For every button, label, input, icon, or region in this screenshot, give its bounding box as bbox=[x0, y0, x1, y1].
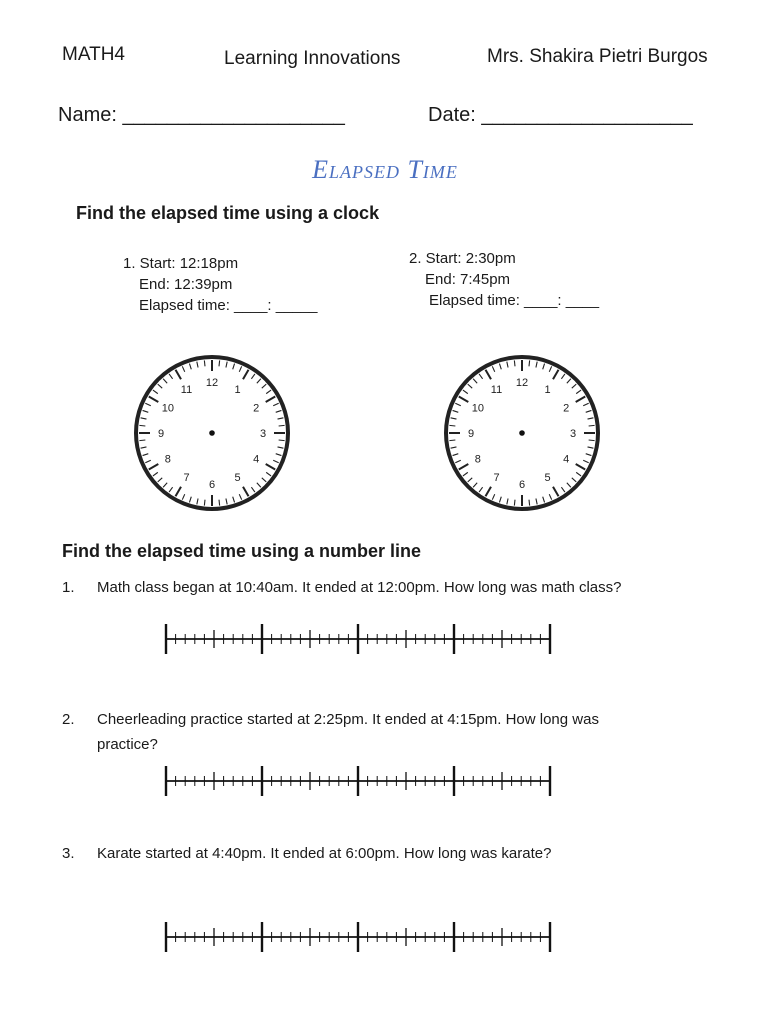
clock-number: 12 bbox=[515, 377, 529, 389]
date-field[interactable]: Date: ___________________ bbox=[428, 104, 693, 126]
question-1-number: 1. bbox=[62, 579, 75, 596]
clock-center-dot bbox=[519, 430, 525, 436]
clock-minute-tick bbox=[514, 500, 515, 506]
clock-minute-tick bbox=[529, 360, 530, 366]
question-1-line: Math class began at 10:40am. It ended at 12:00pm. How long was math class? bbox=[97, 579, 622, 596]
clock-minute-tick bbox=[514, 360, 515, 366]
clock-minute-tick bbox=[204, 500, 205, 506]
clock-face-1[interactable] bbox=[132, 350, 292, 516]
problem-1-elapsed[interactable]: Elapsed time: ____: _____ bbox=[139, 297, 318, 314]
clock-number: 7 bbox=[493, 472, 500, 485]
clock-number: 11 bbox=[180, 383, 193, 396]
clock-number: 2 bbox=[253, 402, 260, 415]
problem-1-end: End: 12:39pm bbox=[139, 276, 233, 293]
clock-minute-tick bbox=[589, 425, 595, 426]
clock-minute-tick bbox=[529, 500, 530, 506]
clock-minute-tick bbox=[279, 425, 285, 426]
clock-number: 8 bbox=[164, 453, 171, 466]
clock-minute-tick bbox=[279, 440, 285, 441]
problem-2-end: End: 7:45pm bbox=[425, 271, 511, 288]
clock-number: 5 bbox=[544, 472, 551, 485]
number-line-1[interactable] bbox=[160, 622, 556, 656]
clock-number: 8 bbox=[474, 453, 481, 466]
question-3-line: Karate started at 4:40pm. It ended at 6:00pm. How long was karate? bbox=[97, 845, 552, 862]
number-line-3[interactable] bbox=[160, 920, 556, 954]
clock-number: 3 bbox=[259, 428, 267, 440]
clock-number: 7 bbox=[183, 472, 190, 485]
question-2-text bbox=[97, 707, 599, 757]
question-2-line-1: Cheerleading practice started at 2:25pm. It ended at 4:15pm. How long was bbox=[97, 711, 599, 728]
clock-number: 6 bbox=[208, 479, 216, 491]
clock-minute-tick bbox=[219, 500, 220, 506]
problem-1-start: 1. Start: 12:18pm bbox=[123, 255, 239, 272]
worksheet-title: Elapsed Time bbox=[312, 155, 458, 184]
number-line-2[interactable] bbox=[160, 764, 556, 798]
clock-number: 1 bbox=[234, 383, 241, 396]
clock-number: 10 bbox=[161, 402, 174, 415]
clock-number: 5 bbox=[234, 472, 241, 485]
clock-minute-tick bbox=[204, 360, 205, 366]
clock-number: 4 bbox=[253, 453, 260, 466]
clock-number: 12 bbox=[205, 377, 219, 389]
clock-minute-tick bbox=[219, 360, 220, 366]
clock-number: 9 bbox=[467, 428, 475, 440]
clock-minute-tick bbox=[589, 440, 595, 441]
name-field[interactable]: Name: ____________________ bbox=[58, 104, 345, 126]
clock-problem-1 bbox=[123, 253, 317, 316]
problem-2-start: 2. Start: 2:30pm bbox=[409, 250, 516, 267]
clock-number: 9 bbox=[157, 428, 165, 440]
clock-center-dot bbox=[209, 430, 215, 436]
clock-section-heading: Find the elapsed time using a clock bbox=[76, 203, 380, 223]
clock-number: 6 bbox=[518, 479, 526, 491]
clock-number: 2 bbox=[563, 402, 570, 415]
question-3-number: 3. bbox=[62, 845, 75, 862]
school-label: Learning Innovations bbox=[224, 48, 401, 69]
clock-minute-tick bbox=[139, 425, 145, 426]
question-3-text bbox=[97, 841, 551, 866]
clock-face-2[interactable] bbox=[442, 350, 602, 516]
clock-minute-tick bbox=[449, 440, 455, 441]
question-2-number: 2. bbox=[62, 711, 75, 728]
question-2-line-2: practice? bbox=[97, 736, 158, 753]
clock-number: 11 bbox=[490, 383, 503, 396]
course-label: MATH4 bbox=[62, 44, 125, 65]
numberline-section-heading: Find the elapsed time using a number line bbox=[62, 541, 422, 561]
clock-minute-tick bbox=[449, 425, 455, 426]
teacher-label: Mrs. Shakira Pietri Burgos bbox=[487, 46, 708, 67]
clock-number: 1 bbox=[544, 383, 551, 396]
clock-problem-2 bbox=[409, 248, 599, 311]
problem-2-elapsed[interactable]: Elapsed time: ____: ____ bbox=[429, 292, 600, 309]
clock-number: 3 bbox=[569, 428, 577, 440]
clock-number: 4 bbox=[563, 453, 570, 466]
clock-number: 10 bbox=[471, 402, 484, 415]
clock-minute-tick bbox=[139, 440, 145, 441]
question-1-text bbox=[97, 575, 621, 600]
